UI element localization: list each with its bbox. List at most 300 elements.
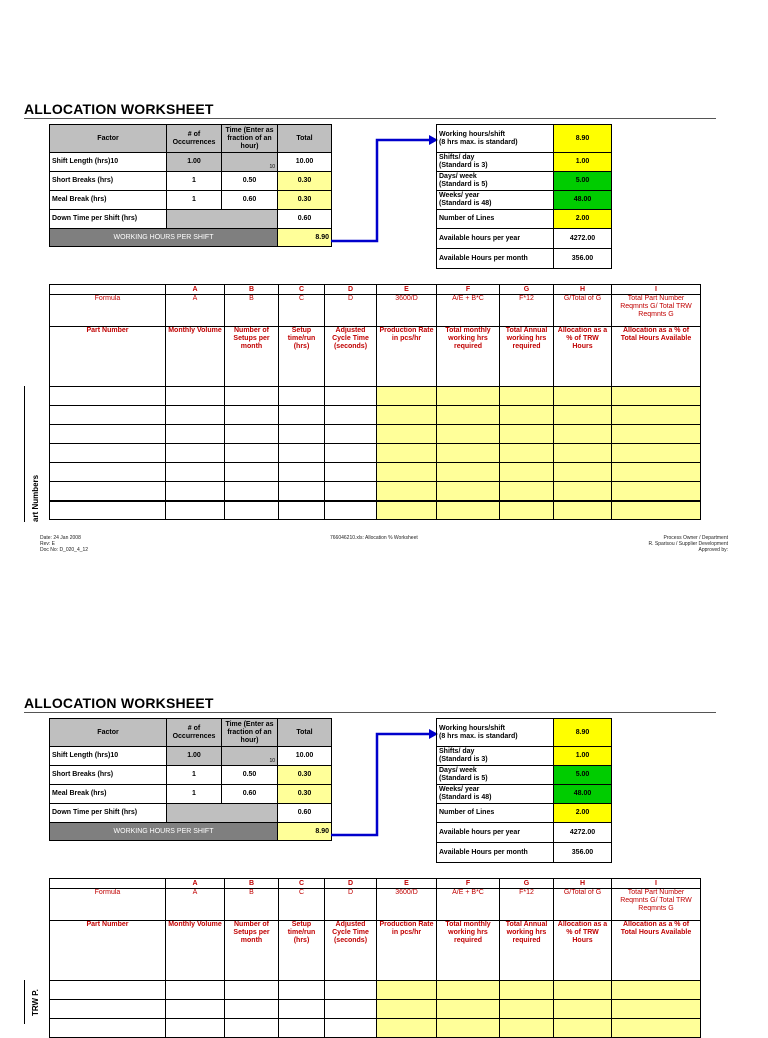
header-occurrences: # of Occurrences	[167, 719, 222, 747]
footer-rev: Rev: E	[40, 541, 56, 547]
table-row	[50, 1000, 701, 1019]
link-arrow-2	[325, 722, 440, 842]
footer-owner: Process Owner / Department	[663, 535, 728, 541]
summary-value: 8.90	[554, 719, 612, 747]
table-cell[interactable]	[612, 981, 701, 1000]
factor-row	[50, 172, 332, 191]
header-factor: Factor	[50, 719, 167, 747]
summary-row	[437, 785, 612, 804]
table-cell[interactable]	[612, 501, 701, 520]
formula-row	[50, 295, 701, 327]
title-rule-2	[24, 712, 716, 713]
table-cell[interactable]	[377, 463, 437, 482]
summary-label: Working hours/shift (8 hrs max. is standard)	[437, 125, 554, 153]
header-total: Total	[278, 719, 332, 747]
factor-table	[49, 124, 332, 247]
time-cell[interactable]	[222, 153, 278, 172]
column-header: Total monthly working hrs required	[437, 327, 500, 387]
table-cell[interactable]	[612, 444, 701, 463]
formula-cell: Total Part Number Reqmnts G/ Total TRW Reqmnts G	[612, 295, 701, 327]
column-letter: B	[225, 285, 279, 295]
formula-cell: A/E + B*C	[437, 295, 500, 327]
table-cell[interactable]	[225, 425, 279, 444]
summary-value: 1.00	[554, 747, 612, 766]
column-header: Adjusted Cycle Time (seconds)	[325, 921, 377, 981]
formula-cell: A	[166, 295, 225, 327]
total-cell: 0.30	[278, 785, 332, 804]
table-cell[interactable]	[500, 406, 554, 425]
summary-row	[437, 747, 612, 766]
formula-cell: Total Part Number Reqmnts G/ Total TRW Reqmnts G	[612, 889, 701, 921]
table-cell[interactable]	[437, 387, 500, 406]
factor-label: Down Time per Shift (hrs)	[50, 804, 167, 823]
factor-label: Shift Length (hrs)10	[50, 747, 167, 766]
table-row	[50, 387, 701, 406]
summary-label: Weeks/ year (Standard is 48)	[437, 191, 554, 210]
table-cell[interactable]	[500, 1000, 554, 1019]
footer-date: Date: 24 Jan 2008	[40, 535, 81, 541]
table-cell[interactable]	[166, 406, 225, 425]
summary-value: 5.00	[554, 172, 612, 191]
factor-row	[50, 766, 332, 785]
table-cell[interactable]	[225, 387, 279, 406]
page-title-2: ALLOCATION WORKSHEET	[24, 695, 214, 711]
title-rule	[24, 118, 716, 119]
table-cell[interactable]	[325, 501, 377, 520]
shift-length-note: 10	[269, 164, 275, 170]
column-header: Total Annual working hrs required	[500, 921, 554, 981]
table-cell[interactable]	[325, 981, 377, 1000]
column-header: Allocation as a % of TRW Hours	[554, 327, 612, 387]
column-letter: I	[612, 285, 701, 295]
table-cell[interactable]	[377, 482, 437, 501]
table-cell[interactable]	[325, 482, 377, 501]
working-hours-label: WORKING HOURS PER SHIFT	[50, 823, 278, 841]
table-cell[interactable]	[225, 444, 279, 463]
column-letter: A	[166, 879, 225, 889]
total-cell: 0.30	[278, 766, 332, 785]
column-letter: H	[554, 879, 612, 889]
summary-value: 5.00	[554, 766, 612, 785]
formula-cell: C	[279, 295, 325, 327]
column-header: Allocation as a % of Total Hours Available	[612, 921, 701, 981]
table-cell[interactable]	[50, 463, 166, 482]
table-cell[interactable]	[279, 981, 325, 1000]
footer-right	[649, 535, 729, 553]
factor-table-2	[49, 718, 332, 841]
table-cell[interactable]	[377, 444, 437, 463]
summary-value: 8.90	[554, 125, 612, 153]
table-cell[interactable]	[225, 981, 279, 1000]
allocation-table-2	[49, 878, 701, 1038]
table-row	[50, 444, 701, 463]
column-letter: H	[554, 285, 612, 295]
table-cell[interactable]	[554, 444, 612, 463]
summary-table-2	[436, 718, 612, 863]
column-header: Number of Setups per month	[225, 921, 279, 981]
total-cell: 10.00	[278, 153, 332, 172]
table-cell[interactable]	[325, 1000, 377, 1019]
table-cell[interactable]	[554, 406, 612, 425]
table-cell[interactable]	[225, 406, 279, 425]
column-letters-row	[50, 879, 701, 889]
column-header-row	[50, 327, 701, 387]
header-total: Total	[278, 125, 332, 153]
table-cell[interactable]	[437, 482, 500, 501]
table-cell[interactable]	[437, 981, 500, 1000]
table-cell[interactable]	[279, 406, 325, 425]
table-cell[interactable]	[225, 482, 279, 501]
factor-label: Short Breaks (hrs)	[50, 172, 167, 191]
factor-label: Short Breaks (hrs)	[50, 766, 167, 785]
formula-cell: G/Total of G	[554, 889, 612, 921]
column-letter: D	[325, 879, 377, 889]
summary-row	[437, 249, 612, 269]
table-cell[interactable]	[554, 1000, 612, 1019]
formula-cell: Formula	[50, 889, 166, 921]
summary-label: Available hours per year	[437, 229, 554, 249]
table-cell[interactable]	[279, 1000, 325, 1019]
working-hours-label: WORKING HOURS PER SHIFT	[50, 229, 278, 247]
column-header: Monthly Volume	[166, 327, 225, 387]
summary-label: Available hours per year	[437, 823, 554, 843]
column-letter: E	[377, 285, 437, 295]
footer-dept: R. Sparisou / Supplier Development	[648, 541, 728, 547]
summary-row	[437, 172, 612, 191]
factor-label: Down Time per Shift (hrs)	[50, 210, 167, 229]
table-cell[interactable]	[325, 387, 377, 406]
table-cell[interactable]	[554, 501, 612, 520]
formula-cell: B	[225, 295, 279, 327]
summary-row	[437, 719, 612, 747]
column-header: Allocation as a % of TRW Hours	[554, 921, 612, 981]
occurrences-cell[interactable]: 1	[167, 766, 222, 785]
formula-cell: D	[325, 889, 377, 921]
table-cell[interactable]	[437, 444, 500, 463]
column-header: Part Number	[50, 327, 166, 387]
summary-label: Number of Lines	[437, 210, 554, 229]
summary-value: 2.00	[554, 210, 612, 229]
column-letter: G	[500, 879, 554, 889]
time-cell[interactable]: 0.60	[222, 191, 278, 210]
factor-row	[50, 747, 332, 766]
column-letter: F	[437, 879, 500, 889]
link-arrow	[325, 128, 440, 248]
occurrences-cell[interactable]: 1	[167, 172, 222, 191]
column-header: Total Annual working hrs required	[500, 327, 554, 387]
table-cell[interactable]	[612, 463, 701, 482]
table-cell[interactable]	[225, 501, 279, 520]
table-cell[interactable]	[554, 981, 612, 1000]
table-cell[interactable]	[500, 387, 554, 406]
formula-cell: A/E + B*C	[437, 889, 500, 921]
table-cell[interactable]	[500, 463, 554, 482]
column-header: Production Rate in pcs/hr	[377, 921, 437, 981]
table-cell[interactable]	[279, 444, 325, 463]
footer-left	[40, 535, 88, 553]
factor-label: Meal Break (hrs)	[50, 785, 167, 804]
table-cell[interactable]	[612, 482, 701, 501]
table-cell[interactable]	[279, 501, 325, 520]
side-label-2: TRW P.	[31, 989, 40, 1016]
table-cell[interactable]	[554, 482, 612, 501]
table-cell[interactable]	[500, 501, 554, 520]
total-cell: 0.30	[278, 191, 332, 210]
table-cell[interactable]	[377, 1019, 437, 1038]
column-header: Part Number	[50, 921, 166, 981]
formula-cell: G/Total of G	[554, 295, 612, 327]
factor-row	[50, 191, 332, 210]
formula-cell: 3600/D	[377, 889, 437, 921]
column-header: Adjusted Cycle Time (seconds)	[325, 327, 377, 387]
table-cell[interactable]	[279, 387, 325, 406]
shift-length-note: 10	[269, 758, 275, 764]
column-header-row	[50, 921, 701, 981]
total-cell: 0.60	[278, 210, 332, 229]
time-cell[interactable]: 0.50	[222, 766, 278, 785]
table-cell[interactable]	[612, 387, 701, 406]
table-cell[interactable]	[612, 1000, 701, 1019]
footer-file: 766046210.xls: Allocation % Worksheet	[330, 535, 418, 541]
table-cell[interactable]	[325, 425, 377, 444]
summary-value: 2.00	[554, 804, 612, 823]
summary-value: 356.00	[554, 843, 612, 863]
formula-cell: B	[225, 889, 279, 921]
table-cell[interactable]	[612, 425, 701, 444]
footer-approved: Approved by:	[698, 547, 728, 553]
formula-cell: 3600/D	[377, 295, 437, 327]
column-letter: C	[279, 285, 325, 295]
formula-cell: F*12	[500, 295, 554, 327]
total-cell: 0.30	[278, 172, 332, 191]
column-letter: A	[166, 285, 225, 295]
summary-value: 356.00	[554, 249, 612, 269]
table-cell[interactable]	[225, 463, 279, 482]
table-cell[interactable]	[50, 482, 166, 501]
column-letter: C	[279, 879, 325, 889]
table-cell[interactable]	[377, 1000, 437, 1019]
table-cell[interactable]	[166, 1019, 225, 1038]
time-cell[interactable]: 0.50	[222, 172, 278, 191]
table-cell[interactable]	[612, 1019, 701, 1038]
table-row	[50, 501, 701, 520]
header-occurrences: # of Occurrences	[167, 125, 222, 153]
table-cell[interactable]	[166, 482, 225, 501]
table-cell[interactable]	[225, 1019, 279, 1038]
table-row	[50, 406, 701, 425]
factor-row	[50, 785, 332, 804]
table-cell[interactable]	[437, 425, 500, 444]
table-cell[interactable]	[166, 425, 225, 444]
table-row	[50, 1019, 701, 1038]
table-cell[interactable]	[279, 425, 325, 444]
summary-label: Available Hours per month	[437, 249, 554, 269]
summary-row	[437, 804, 612, 823]
summary-label: Days/ week (Standard is 5)	[437, 172, 554, 191]
summary-label: Working hours/shift (8 hrs max. is standard)	[437, 719, 554, 747]
summary-table	[436, 124, 612, 269]
footer-doc: Doc No: D_020_4_12	[40, 547, 89, 553]
formula-cell: Formula	[50, 295, 166, 327]
table-cell[interactable]	[325, 463, 377, 482]
table-cell[interactable]	[166, 463, 225, 482]
table-cell[interactable]	[377, 501, 437, 520]
summary-label: Number of Lines	[437, 804, 554, 823]
table-cell[interactable]	[377, 981, 437, 1000]
total-cell: 10.00	[278, 747, 332, 766]
table-cell[interactable]	[554, 425, 612, 444]
column-letter: D	[325, 285, 377, 295]
data-rows	[50, 387, 701, 520]
table-cell[interactable]	[166, 387, 225, 406]
occurrences-cell[interactable]: 1	[167, 785, 222, 804]
table-cell[interactable]	[325, 444, 377, 463]
table-cell[interactable]	[437, 1000, 500, 1019]
table-cell[interactable]	[225, 1000, 279, 1019]
column-header: Total monthly working hrs required	[437, 921, 500, 981]
summary-label: Available Hours per month	[437, 843, 554, 863]
factor-header-row	[50, 125, 332, 153]
downtime-blank	[167, 804, 278, 823]
summary-row	[437, 153, 612, 172]
table-cell[interactable]	[500, 1019, 554, 1038]
total-cell: 0.60	[278, 804, 332, 823]
table-cell[interactable]	[377, 425, 437, 444]
table-cell[interactable]	[166, 1000, 225, 1019]
table-cell[interactable]	[50, 1000, 166, 1019]
table-cell[interactable]	[500, 444, 554, 463]
column-letter: G	[500, 285, 554, 295]
summary-row	[437, 229, 612, 249]
table-cell[interactable]	[500, 482, 554, 501]
summary-value: 4272.00	[554, 229, 612, 249]
header-time: Time (Enter as fraction of an hour)	[222, 719, 278, 747]
table-cell[interactable]	[50, 444, 166, 463]
table-cell[interactable]	[279, 1019, 325, 1038]
summary-row	[437, 191, 612, 210]
side-rule-2	[24, 980, 25, 1024]
table-cell[interactable]	[554, 1019, 612, 1038]
table-cell[interactable]	[50, 425, 166, 444]
table-row	[50, 425, 701, 444]
table-cell[interactable]	[279, 482, 325, 501]
summary-row	[437, 823, 612, 843]
formula-cell: C	[279, 889, 325, 921]
allocation-table	[49, 284, 701, 520]
working-hours-value: 8.90	[278, 823, 332, 841]
formula-cell: A	[166, 889, 225, 921]
summary-value: 48.00	[554, 191, 612, 210]
table-cell[interactable]	[437, 463, 500, 482]
factor-row	[50, 210, 332, 229]
downtime-blank	[167, 210, 278, 229]
occurrences-cell[interactable]: 1.00	[167, 153, 222, 172]
table-cell[interactable]	[377, 387, 437, 406]
summary-value: 1.00	[554, 153, 612, 172]
table-cell[interactable]	[437, 406, 500, 425]
time-cell[interactable]	[222, 747, 278, 766]
table-cell[interactable]	[325, 406, 377, 425]
table-cell[interactable]	[166, 444, 225, 463]
table-row	[50, 463, 701, 482]
summary-label: Shifts/ day (Standard is 3)	[437, 747, 554, 766]
table-cell[interactable]	[279, 463, 325, 482]
column-letter	[50, 879, 166, 889]
table-cell[interactable]	[554, 463, 612, 482]
working-hours-value: 8.90	[278, 229, 332, 247]
table-cell[interactable]	[50, 1019, 166, 1038]
table-row	[50, 981, 701, 1000]
summary-row	[437, 766, 612, 785]
header-time: Time (Enter as fraction of an hour)	[222, 125, 278, 153]
summary-label: Weeks/ year (Standard is 48)	[437, 785, 554, 804]
column-letter	[50, 285, 166, 295]
occurrences-cell[interactable]: 1	[167, 191, 222, 210]
table-cell[interactable]	[50, 981, 166, 1000]
occurrences-cell[interactable]: 1.00	[167, 747, 222, 766]
column-letter: B	[225, 879, 279, 889]
column-letter: I	[612, 879, 701, 889]
table-cell[interactable]	[325, 1019, 377, 1038]
column-header: Allocation as a % of Total Hours Available	[612, 327, 701, 387]
column-header: Setup time/run (hrs)	[279, 921, 325, 981]
side-rule	[24, 386, 25, 522]
time-cell[interactable]: 0.60	[222, 785, 278, 804]
data-rows	[50, 981, 701, 1038]
column-header: Monthly Volume	[166, 921, 225, 981]
column-letter: E	[377, 879, 437, 889]
factor-label: Shift Length (hrs)10	[50, 153, 167, 172]
working-hours-row	[50, 229, 332, 247]
column-header: Production Rate in pcs/hr	[377, 327, 437, 387]
table-cell[interactable]	[50, 501, 166, 520]
table-cell[interactable]	[500, 425, 554, 444]
table-cell[interactable]	[50, 387, 166, 406]
summary-label: Days/ week (Standard is 5)	[437, 766, 554, 785]
formula-cell: D	[325, 295, 377, 327]
factor-label: Meal Break (hrs)	[50, 191, 167, 210]
table-cell[interactable]	[554, 387, 612, 406]
column-header: Number of Setups per month	[225, 327, 279, 387]
table-cell[interactable]	[500, 981, 554, 1000]
column-header: Setup time/run (hrs)	[279, 327, 325, 387]
table-row	[50, 482, 701, 501]
table-cell[interactable]	[377, 406, 437, 425]
header-factor: Factor	[50, 125, 167, 153]
summary-label: Shifts/ day (Standard is 3)	[437, 153, 554, 172]
factor-row	[50, 153, 332, 172]
column-letter: F	[437, 285, 500, 295]
summary-row	[437, 125, 612, 153]
side-label: art Numbers	[31, 474, 40, 522]
factor-header-row	[50, 719, 332, 747]
working-hours-row	[50, 823, 332, 841]
column-letters-row	[50, 285, 701, 295]
summary-value: 4272.00	[554, 823, 612, 843]
table-cell[interactable]	[166, 981, 225, 1000]
table-cell[interactable]	[437, 1019, 500, 1038]
page-title: ALLOCATION WORKSHEET	[24, 101, 214, 117]
summary-row	[437, 210, 612, 229]
table-cell[interactable]	[50, 406, 166, 425]
formula-row	[50, 889, 701, 921]
formula-cell: F*12	[500, 889, 554, 921]
factor-row	[50, 804, 332, 823]
table-cell[interactable]	[612, 406, 701, 425]
table-cell[interactable]	[437, 501, 500, 520]
summary-row	[437, 843, 612, 863]
table-cell[interactable]	[166, 501, 225, 520]
